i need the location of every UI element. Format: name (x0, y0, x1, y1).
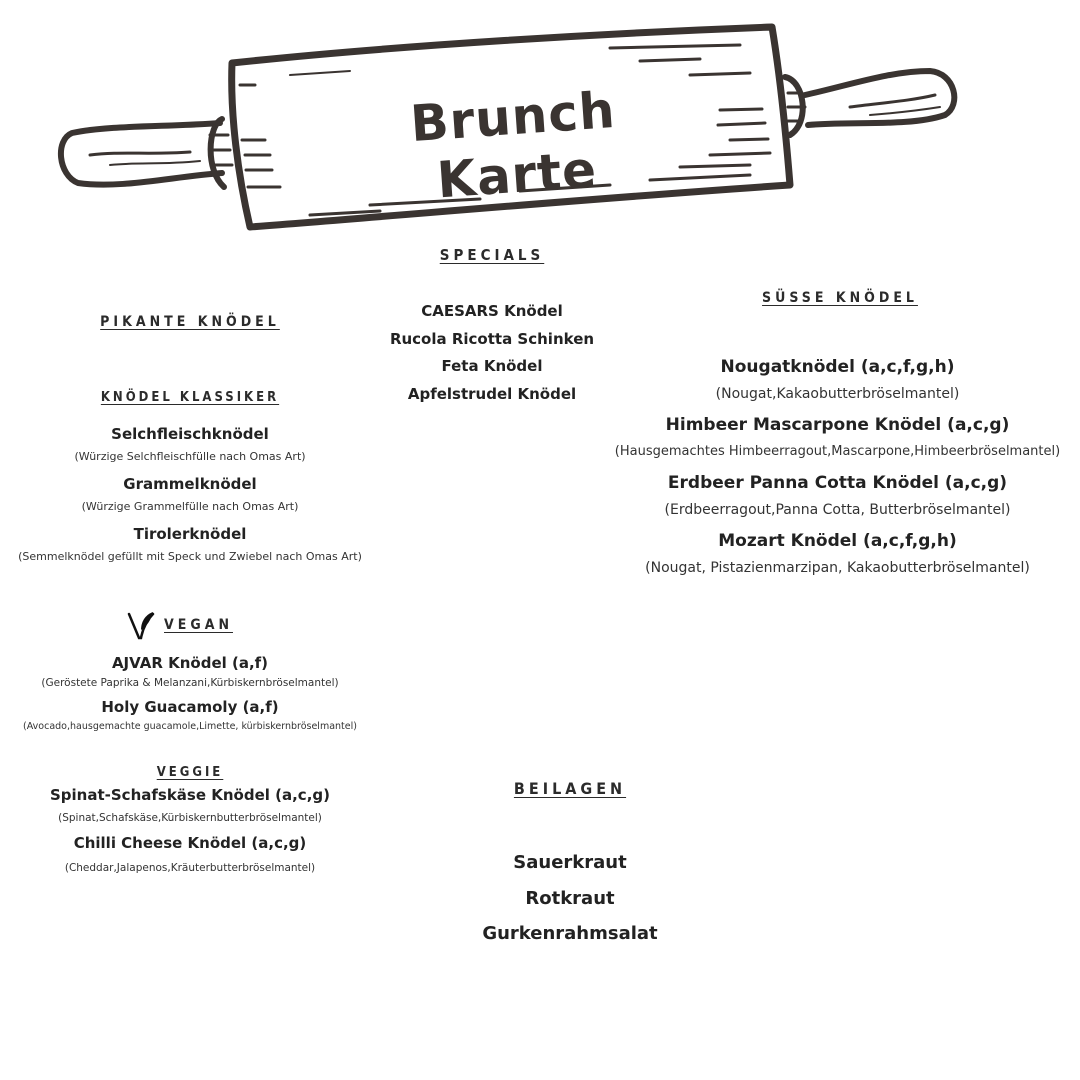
list-item-desc: (Würzige Selchfleischfülle nach Omas Art) (74, 450, 306, 463)
list-item-name: Mozart Knödel (a,c,f,g,h) (718, 531, 957, 551)
list-item-desc: (Hausgemachtes Himbeerragout,Mascarpone,Himbeerbröselmantel) (614, 444, 1061, 459)
list-item-desc: (Nougat, Pistazienmarzipan, Kakaobutterbröselmantel) (645, 560, 1030, 576)
list-item: Apfelstrudel Knödel (407, 384, 577, 403)
list-item-name: Tirolerknödel (133, 525, 247, 543)
list-item-desc: (Erdbeerragout,Panna Cotta, Butterbröselmantel) (664, 502, 1011, 518)
leaf-v-icon (127, 610, 155, 640)
klassiker-list (5, 424, 375, 564)
list-item-name: Himbeer Mascarpone Knödel (a,c,g) (665, 415, 1010, 435)
list-item-name: Erdbeer Panna Cotta Knödel (a,c,g) (667, 473, 1008, 493)
specials-list (372, 298, 612, 408)
list-item-desc: (Nougat,Kakaobutterbröselmantel) (715, 386, 960, 402)
list-item-name: Nougatknödel (a,c,f,g,h) (720, 357, 955, 377)
beilagen-heading: BEILAGEN (513, 779, 627, 798)
list-item-desc: (Geröstete Paprika & Melanzani,Kürbiskernbröselmantel) (41, 677, 339, 689)
klassiker-heading: KNÖDEL KLASSIKER (100, 390, 280, 405)
list-item: Rucola Ricotta Schinken (389, 329, 595, 348)
suesse-heading: SÜSSE KNÖDEL (762, 290, 918, 306)
suesse-list (600, 355, 1075, 577)
specials-section (392, 246, 592, 264)
veggie-list (5, 785, 375, 875)
list-item-name: Spinat-Schafskäse Knödel (a,c,g) (50, 786, 330, 804)
list-item: CAESARS Knödel (421, 302, 563, 320)
list-item-name: Grammelknödel (123, 475, 257, 493)
list-item-desc: (Spinat,Schafskäse,Kürbiskernbutterbröselmantel) (58, 812, 322, 824)
menu-title: Brunch Karte (408, 80, 618, 210)
beilagen-list (450, 845, 690, 952)
list-item-desc: (Avocado,hausgemachte guacamole,Limette, kürbiskernbröselmantel) (23, 721, 357, 732)
specials-heading: SPECIALS (439, 246, 545, 264)
pikante-heading: PIKANTE KNÖDEL (100, 314, 280, 330)
veggie-heading: VEGGIE (156, 765, 224, 780)
vegan-list (5, 654, 375, 734)
list-item-name: Holy Guacamoly (a,f) (101, 698, 279, 716)
list-item-desc: (Semmelknödel gefüllt mit Speck und Zwiebel nach Omas Art) (18, 550, 362, 563)
list-item-desc: (Cheddar,Jalapenos,Kräuterbutterbröselmantel) (64, 862, 316, 874)
list-item: Sauerkraut (513, 852, 627, 873)
list-item: Rotkraut (525, 887, 615, 909)
list-item-name: Selchfleischknödel (111, 425, 269, 443)
list-item-name: Chilli Cheese Knödel (a,c,g) (73, 834, 307, 852)
list-item: Gurkenrahmsalat (482, 923, 658, 944)
list-item: Feta Knödel (441, 357, 543, 375)
vegan-heading: VEGAN (164, 617, 233, 633)
list-item-desc: (Würzige Grammelfülle nach Omas Art) (81, 500, 299, 513)
list-item-name: AJVAR Knödel (a,f) (111, 654, 269, 672)
